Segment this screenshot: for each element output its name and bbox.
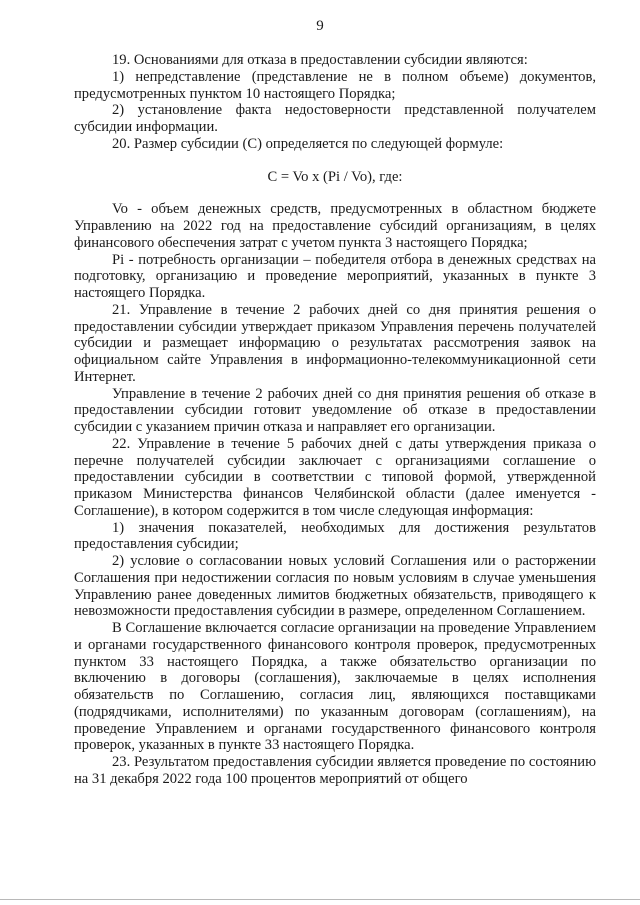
paragraph-19-item-1: 1) непредставление (представление не в полном объеме) документов, предусмотренных пунктом 10 настоящего Порядка;	[74, 68, 596, 102]
formula-definition-vo: Vo - объем денежных средств, предусмотренных в областном бюджете Управлению на 2022 год на предоставление субсидий организациям, в целях финансового обеспечения затрат с учетом пункта 3 настоящего Порядка;	[74, 201, 596, 251]
paragraph-21-refusal: Управление в течение 2 рабочих дней со дня принятия решения об отказе в предоставлении субсидии готовит уведомление об отказе в предоставлении субсидии с указанием причин отказа и направляет его организации.	[74, 385, 596, 435]
paragraph-19-item-2: 2) установление факта недостоверности представленной получателем субсидии информации.	[74, 102, 596, 135]
document-body	[74, 52, 596, 788]
paragraph-22-consent: В Соглашение включается согласие организации на проведение Управлением и органами государственного финансового контроля проверок, предусмотренных пунктом 33 настоящего Порядка, а также обязательство организации по включению в договоры (соглашения), заключаемые в целях исполнения обязательств по Соглашению, согласия лиц, являющихся поставщиками (подрядчиками, исполнителями) по указанным договорам (соглашениям), на проведение Управлением и органами государственного финансового контроля проверок, указанных в пункте 33 настоящего Порядка.	[74, 620, 596, 754]
paragraph-23: 23. Результатом предоставления субсидии является проведение по состоянию на 31 декабря 2022 года 100 процентов мероприятий от общего	[74, 754, 596, 787]
bottom-edge-line	[0, 899, 640, 900]
paragraph-19-heading: 19. Основаниями для отказа в предоставлении субсидии являются:	[112, 52, 528, 68]
paragraph-22: 22. Управление в течение 5 рабочих дней с даты утверждения приказа о перечне получателей субсидии заключает с организациями соглашение о предоставлении субсидии в соответствии с типовой формой, утвержденной приказом Министерства финансов Челябинской области (далее именуется - Соглашение), в котором содержится в том числе следующая информация:	[74, 435, 596, 519]
subsidy-formula: C = Vo x (Pi / Vo), где:	[267, 168, 403, 185]
paragraph-21: 21. Управление в течение 2 рабочих дней со дня принятия решения о предоставлении субсидии утверждает приказом Управления перечень получателей субсидии и размещает информацию о результатах рассмотрения заявок на официальном сайте Управления в информационно-телекоммуникационной сети Интернет.	[74, 301, 596, 385]
paragraph-20-heading: 20. Размер субсидии (С) определяется по следующей формуле:	[112, 135, 504, 152]
page-number: 9	[316, 18, 324, 34]
paragraph-22-item-1: 1) значения показателей, необходимых для достижения результатов предоставления субсидии;	[74, 519, 596, 553]
paragraph-22-item-2: 2) условие о согласовании новых условий Соглашения или о расторжении Соглашения при недостижении согласия по новым условиям в случае уменьшения Управлению ранее доведенных лимитов бюджетных обязательств, приводящего к невозможности предоставления субсидии в размере, определенном Соглашением.	[74, 553, 596, 620]
formula-definition-pi: Pi - потребность организации – победителя отбора в денежных средствах на подготовку, организацию и проведение мероприятий, указанных в пункте 3 настоящего Порядка.	[74, 251, 596, 301]
